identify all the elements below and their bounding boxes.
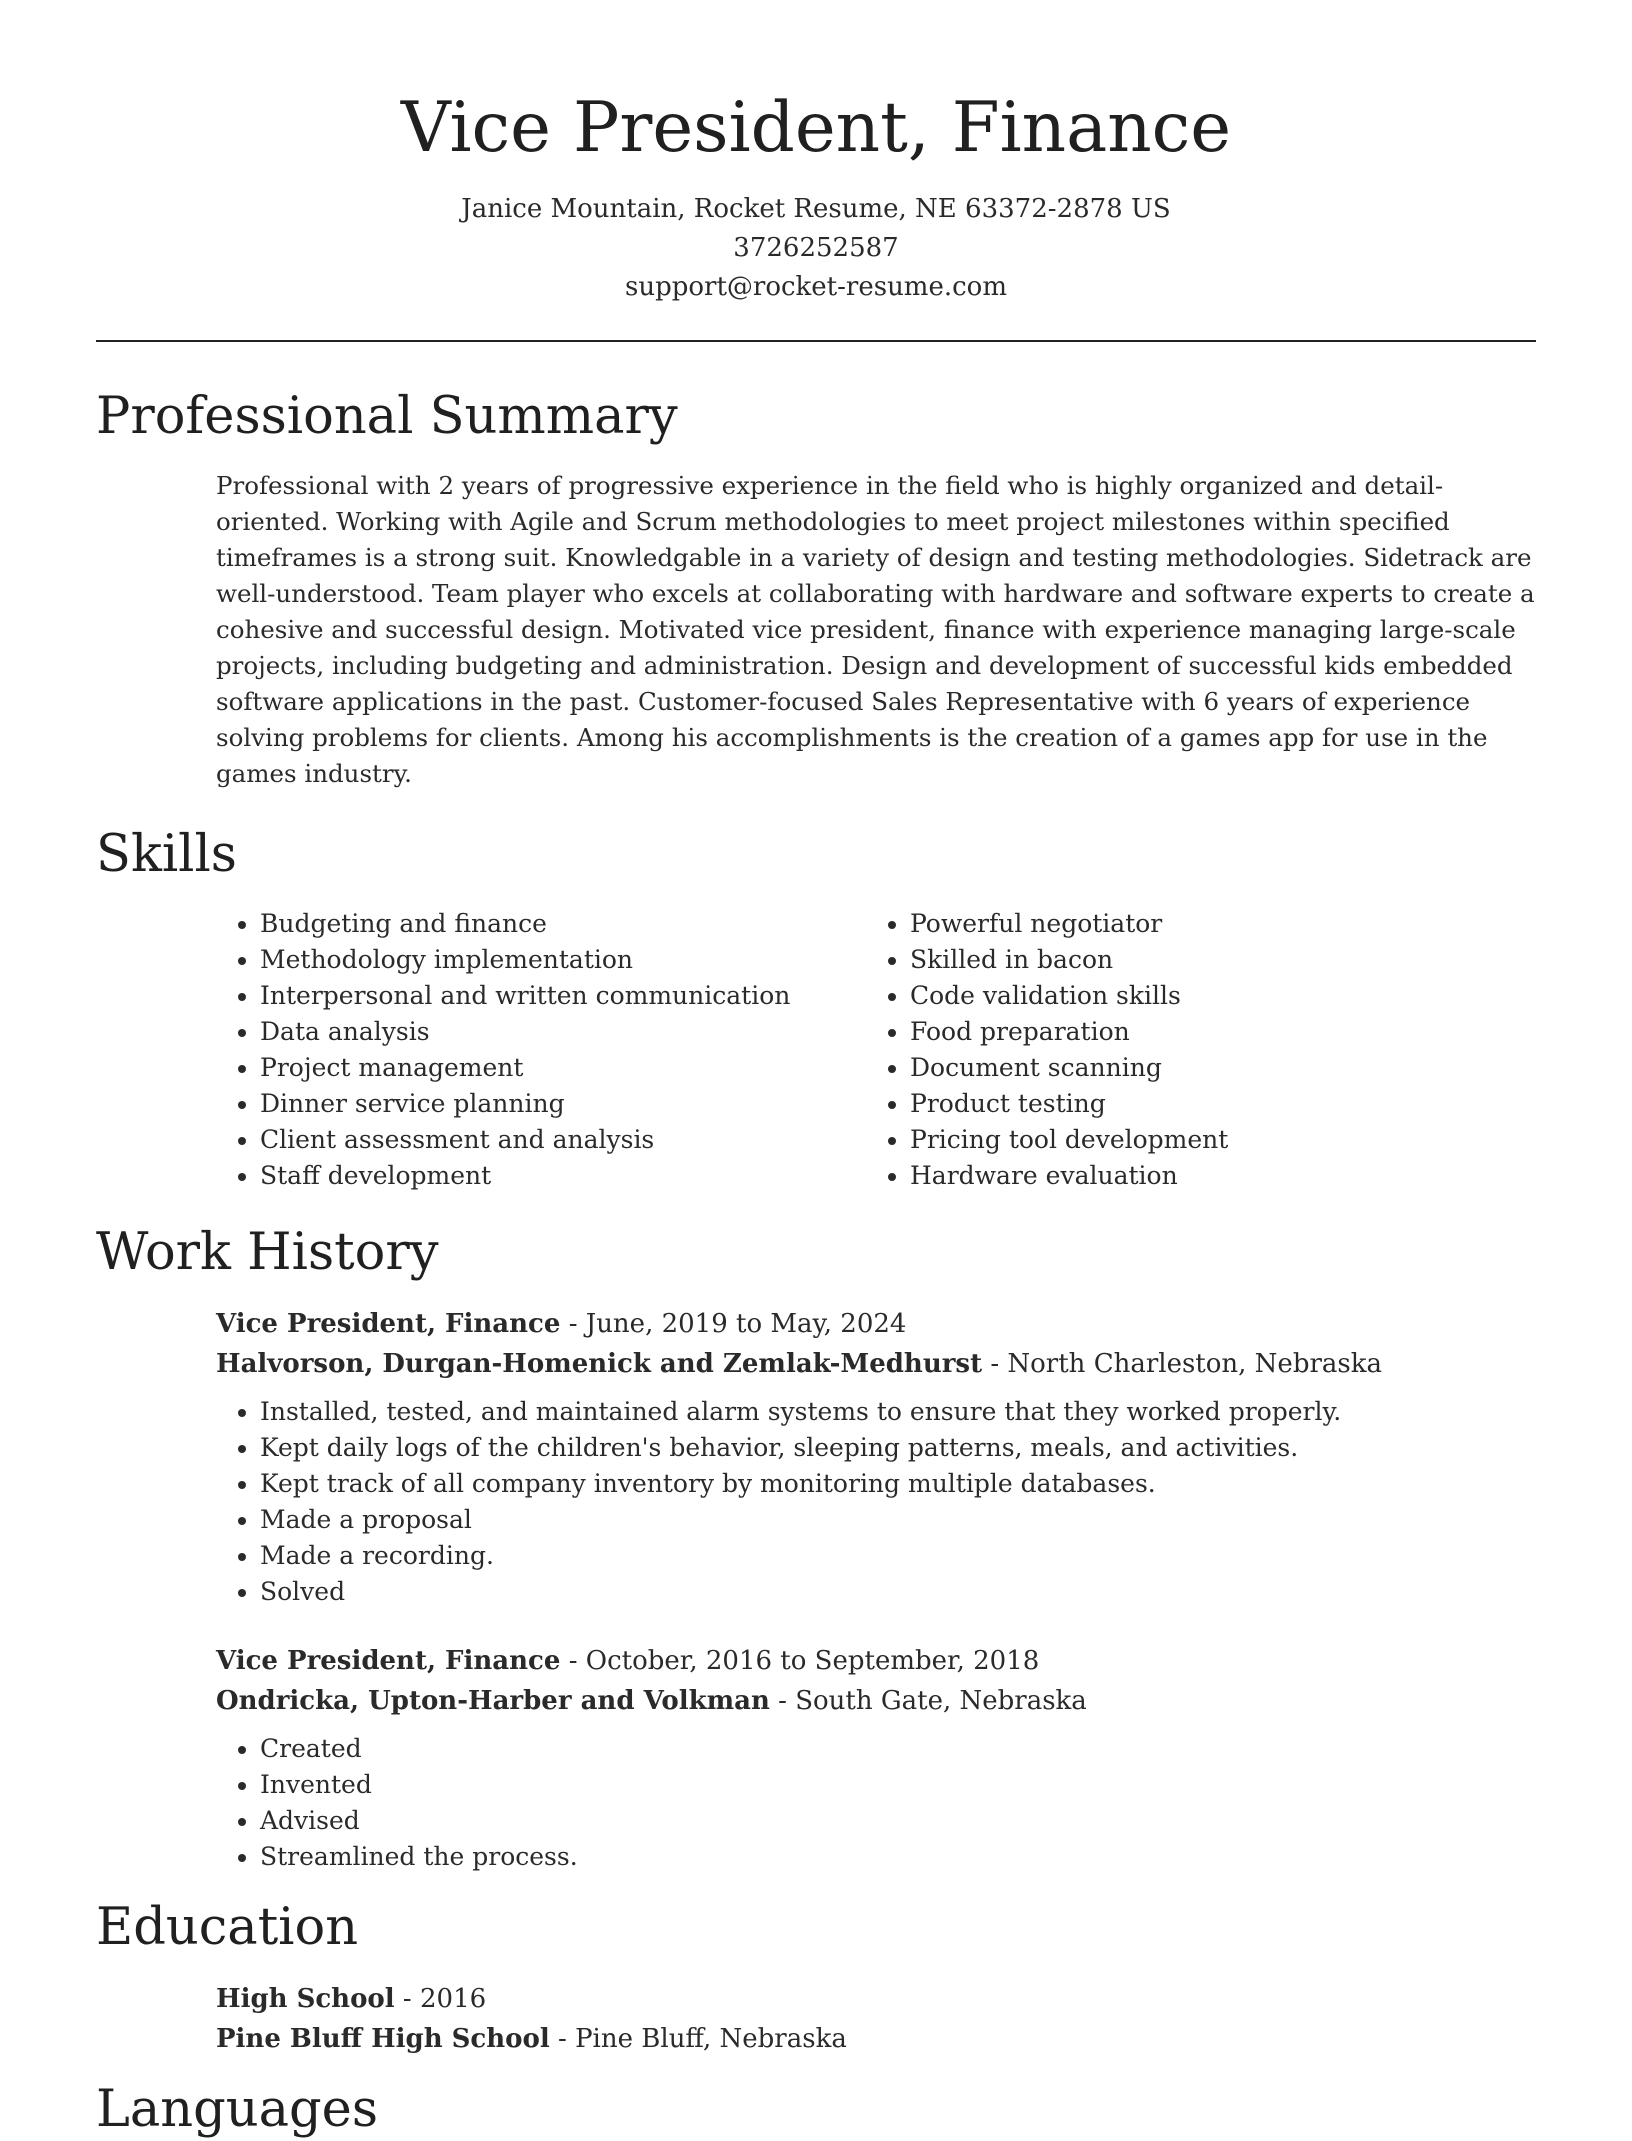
- job-bullet: • Kept track of all company inventory by monitoring multiple databases.: [260, 1466, 1536, 1502]
- job-bullet: • Invented: [260, 1767, 1536, 1803]
- skill-item: • Data analysis: [260, 1014, 866, 1050]
- job-bullets: [216, 1731, 1536, 1875]
- education-heading: Education: [96, 1898, 359, 1957]
- job-entry: [216, 1641, 1536, 1875]
- job-bullet: • Made a proposal: [260, 1502, 1536, 1538]
- resume-header: [96, 0, 1536, 307]
- job-dates: October, 2016 to September, 2018: [585, 1646, 1040, 1676]
- education-degree: High School: [216, 1984, 395, 2014]
- education-school: Pine Bluff High School: [216, 2024, 550, 2054]
- skill-item: • Powerful negotiator: [910, 906, 1516, 942]
- summary-text: Professional with 2 years of progressive experience in the field who is highly organized and detail-oriented. Working with Agile and Scrum methodologies to meet project milestones within specified timeframes is a strong suit. Knowledgable in a variety of design and testing methodologies. Sidetrack are well-understood. Team player who excels at collaborating with hardware and software experts to create a cohesive and successful design. Motivated vice president, finance with experience managing large-scale projects, including budgeting and administration. Design and development of successful kids embedded software applications in the past. Customer-focused Sales Representative with 6 years of experience solving problems for clients. Among his accomplishments is the creation of a games app for use in the games industry.: [216, 471, 1535, 788]
- job-entry: [216, 1304, 1536, 1610]
- resume-title: Vice President, Finance: [400, 88, 1232, 168]
- skill-item: • Methodology implementation: [260, 942, 866, 978]
- separator: -: [769, 1686, 796, 1716]
- job-title: Vice President, Finance: [216, 1646, 561, 1676]
- work-history-heading: Work History: [96, 1223, 439, 1282]
- education-entry: [216, 1979, 1536, 2059]
- job-company-line: [216, 1344, 1536, 1384]
- resume-page: [96, 0, 1536, 2141]
- education-location: Pine Bluff, Nebraska: [575, 2024, 847, 2054]
- skills-heading: Skills: [96, 825, 237, 884]
- job-bullet: • Streamlined the process.: [260, 1839, 1536, 1875]
- skill-item: • Budgeting and finance: [260, 906, 866, 942]
- skill-item: • Dinner service planning: [260, 1086, 866, 1122]
- job-bullet: • Installed, tested, and maintained alarm systems to ensure that they worked properly.: [260, 1394, 1536, 1430]
- skill-item: • Skilled in bacon: [910, 942, 1516, 978]
- skill-item: • Interpersonal and written communication: [260, 978, 866, 1014]
- skill-item: • Pricing tool development: [910, 1122, 1516, 1158]
- skills-section: [96, 824, 1536, 1194]
- job-location: North Charleston, Nebraska: [1007, 1349, 1382, 1379]
- job-bullets: [216, 1394, 1536, 1610]
- skill-item: • Product testing: [910, 1086, 1516, 1122]
- job-company: Ondricka, Upton-Harber and Volkman: [216, 1686, 770, 1716]
- education-section: [96, 1897, 1536, 2059]
- job-bullet: • Kept daily logs of the children's behavior, sleeping patterns, meals, and activities.: [260, 1430, 1536, 1466]
- skill-item: • Code validation skills: [910, 978, 1516, 1014]
- summary-section: [96, 386, 1536, 792]
- skill-item: • Hardware evaluation: [910, 1158, 1516, 1194]
- separator: -: [394, 1984, 420, 2014]
- skill-item: • Project management: [260, 1050, 866, 1086]
- skill-item: • Document scanning: [910, 1050, 1516, 1086]
- job-bullet: • Solved: [260, 1574, 1536, 1610]
- education-degree-line: [216, 1979, 1536, 2019]
- job-bullet: • Made a recording.: [260, 1538, 1536, 1574]
- skills-right-list: [866, 906, 1516, 1194]
- job-title-line: [216, 1641, 1536, 1681]
- work-history-section: [96, 1222, 1536, 1875]
- job-title-line: [216, 1304, 1536, 1344]
- job-dates: June, 2019 to May, 2024: [585, 1309, 907, 1339]
- header-divider: [96, 340, 1536, 342]
- skills-left-list: [216, 906, 866, 1194]
- separator: -: [549, 2024, 576, 2054]
- job-bullet: • Created: [260, 1731, 1536, 1767]
- job-company-line: [216, 1681, 1536, 1721]
- summary-heading: Professional Summary: [96, 387, 678, 446]
- separator: -: [560, 1646, 586, 1676]
- contact-phone: 3726252587: [733, 233, 899, 263]
- skill-item: • Staff development: [260, 1158, 866, 1194]
- skill-item: • Client assessment and analysis: [260, 1122, 866, 1158]
- education-year: 2016: [419, 1984, 487, 2014]
- separator: -: [982, 1349, 1008, 1379]
- job-company: Halvorson, Durgan-Homenick and Zemlak-Medhurst: [216, 1349, 983, 1379]
- education-school-line: [216, 2019, 1536, 2059]
- contact-address: Janice Mountain, Rocket Resume, NE 63372-2878 US: [461, 194, 1171, 224]
- contact-email: support@rocket-resume.com: [624, 272, 1007, 302]
- languages-section: [96, 2079, 1536, 2141]
- job-title: Vice President, Finance: [216, 1309, 561, 1339]
- job-location: South Gate, Nebraska: [795, 1686, 1087, 1716]
- skill-item: • Food preparation: [910, 1014, 1516, 1050]
- contact-block: [96, 190, 1536, 307]
- languages-heading: Languages: [96, 2080, 379, 2139]
- skills-columns: [216, 906, 1536, 1194]
- separator: -: [560, 1309, 586, 1339]
- job-bullet: • Advised: [260, 1803, 1536, 1839]
